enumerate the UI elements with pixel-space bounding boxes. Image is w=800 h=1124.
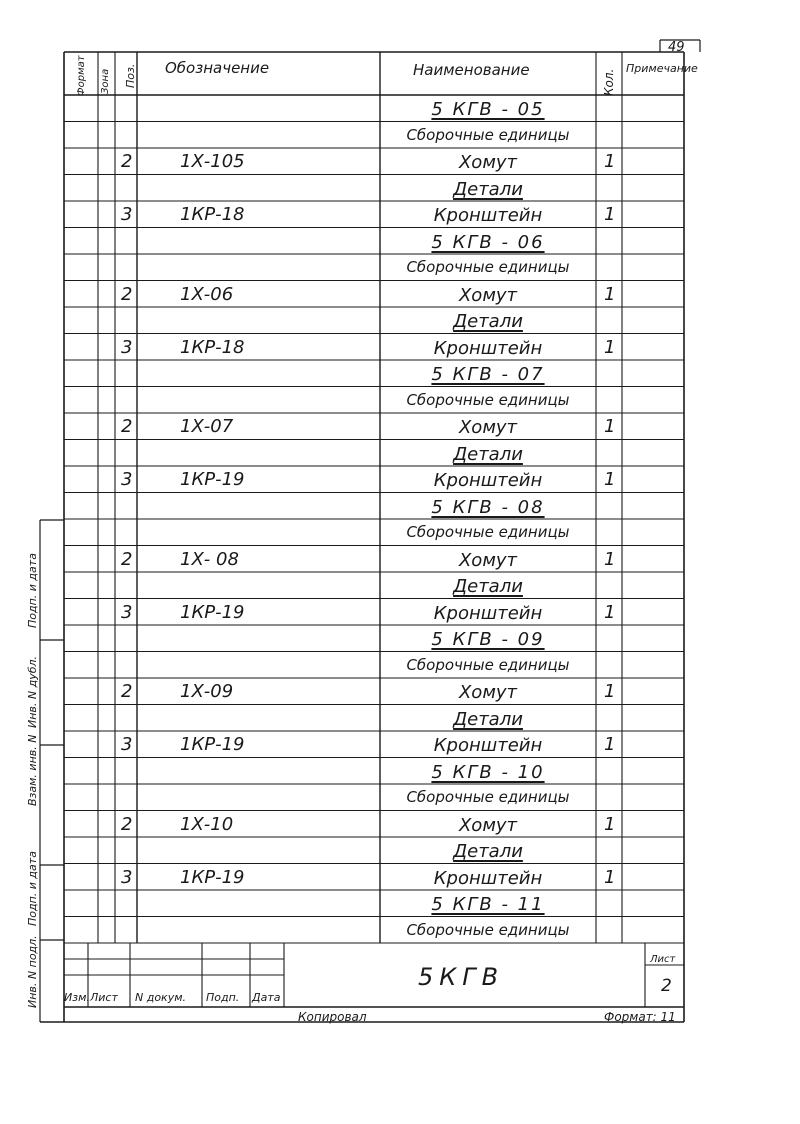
- side-label-sign-date-1: Подп. и дата: [26, 851, 39, 926]
- row-designation: 1Х-06: [180, 283, 234, 305]
- row-name: Сборочные единицы: [406, 920, 570, 939]
- row-designation: 1Х- 08: [180, 548, 239, 570]
- row-name: Детали: [453, 841, 523, 862]
- row-name: Хомут: [458, 682, 518, 703]
- side-label-inv-dup: Инв. N дубл.: [26, 655, 39, 728]
- row-name: 5 КГВ - 08: [431, 496, 545, 518]
- row-pos: 2: [121, 416, 133, 437]
- row-name: Кронштейн: [433, 867, 543, 889]
- row-qty: 1: [604, 601, 616, 623]
- row-designation: 1КР-19: [180, 734, 245, 755]
- tb-col-date: Дата: [252, 991, 281, 1004]
- row-designation: 1КР-19: [180, 866, 245, 888]
- row-qty: 1: [604, 151, 616, 172]
- row-name: Кронштейн: [433, 470, 543, 491]
- row-name: Хомут: [458, 152, 518, 173]
- row-name: 5 КГВ - 06: [431, 231, 545, 253]
- row-name: Сборочные единицы: [406, 655, 570, 674]
- row-qty: 1: [604, 681, 616, 702]
- row-name: Хомут: [458, 417, 518, 438]
- row-designation: 1КР-19: [180, 469, 245, 490]
- row-name: 5 КГВ - 07: [431, 364, 545, 385]
- row-pos: 2: [121, 681, 133, 702]
- header-qty: Кол.: [602, 68, 616, 96]
- row-pos: 2: [121, 813, 133, 835]
- header-pos: Поз.: [124, 63, 137, 88]
- row-qty: 1: [604, 866, 616, 888]
- row-qty: 1: [604, 204, 616, 225]
- footer-format: Формат: 11: [604, 1010, 676, 1024]
- header-note: Примечание: [626, 62, 698, 75]
- row-pos: 3: [121, 336, 133, 358]
- row-name: 5 КГВ - 10: [431, 761, 545, 783]
- row-name: Сборочные единицы: [406, 523, 570, 541]
- tb-col-sheet: Лист: [90, 991, 118, 1004]
- sheet-value: 2: [661, 976, 672, 996]
- row-name: Детали: [453, 576, 523, 597]
- row-pos: 3: [121, 601, 133, 623]
- row-pos: 3: [121, 734, 133, 755]
- row-pos: 2: [121, 548, 133, 570]
- row-name: Кронштейн: [433, 735, 543, 756]
- row-qty: 1: [604, 734, 616, 755]
- row-pos: 2: [121, 151, 133, 172]
- row-name: Сборочные единицы: [406, 788, 570, 806]
- header-designation: Обозначение: [165, 59, 270, 77]
- row-qty: 1: [604, 548, 616, 570]
- header-format: Формат: [76, 55, 87, 96]
- row-qty: 1: [604, 336, 616, 358]
- side-label-replace-inv: Взам. инв. N: [26, 734, 39, 806]
- row-name: Кронштейн: [433, 205, 543, 226]
- row-name: Детали: [453, 311, 523, 332]
- footer-copied: Копировал: [298, 1010, 367, 1024]
- row-designation: 1Х-105: [180, 151, 245, 172]
- row-designation: 1Х-10: [180, 813, 234, 835]
- row-pos: 3: [121, 204, 133, 225]
- header-name: Наименование: [413, 61, 530, 79]
- row-qty: 1: [604, 813, 616, 835]
- row-designation: 1КР-18: [180, 204, 245, 225]
- row-name: Сборочные единицы: [406, 258, 570, 276]
- row-pos: 2: [121, 283, 133, 305]
- document-code: 5КГВ: [418, 963, 505, 991]
- row-name: Детали: [453, 708, 523, 730]
- row-qty: 1: [604, 416, 616, 437]
- row-designation: 1КР-19: [180, 601, 245, 623]
- row-name: Хомут: [458, 814, 518, 836]
- side-label-sign-date-2: Подп. и дата: [26, 553, 39, 628]
- header-zone: Зона: [100, 68, 111, 94]
- row-name: Сборочные единицы: [406, 125, 570, 144]
- row-name: 5 КГВ - 11: [431, 894, 545, 915]
- row-name: Хомут: [458, 549, 518, 571]
- sheet-label: Лист: [650, 954, 676, 965]
- row-name: 5 КГВ - 05: [431, 99, 545, 120]
- row-name: Детали: [453, 178, 523, 200]
- tb-col-change: Изм.: [64, 991, 90, 1004]
- row-pos: 3: [121, 866, 133, 888]
- tb-col-docnum: N докум.: [135, 991, 187, 1004]
- row-name: Детали: [453, 443, 523, 465]
- sheet-number-top: 49: [668, 40, 685, 55]
- row-name: Сборочные единицы: [406, 390, 570, 409]
- row-designation: 1Х-07: [180, 416, 234, 437]
- row-designation: 1Х-09: [180, 681, 234, 702]
- row-designation: 1КР-18: [180, 336, 245, 358]
- row-pos: 3: [121, 469, 133, 490]
- row-name: Хомут: [458, 284, 518, 306]
- tb-col-sign: Подп.: [206, 991, 240, 1004]
- row-name: Кронштейн: [433, 337, 543, 359]
- row-name: 5 КГВ - 09: [431, 629, 545, 650]
- row-name: Кронштейн: [433, 602, 543, 624]
- row-qty: 1: [604, 469, 616, 490]
- row-qty: 1: [604, 283, 616, 305]
- side-label-inv-orig: Инв. N подл.: [26, 935, 39, 1008]
